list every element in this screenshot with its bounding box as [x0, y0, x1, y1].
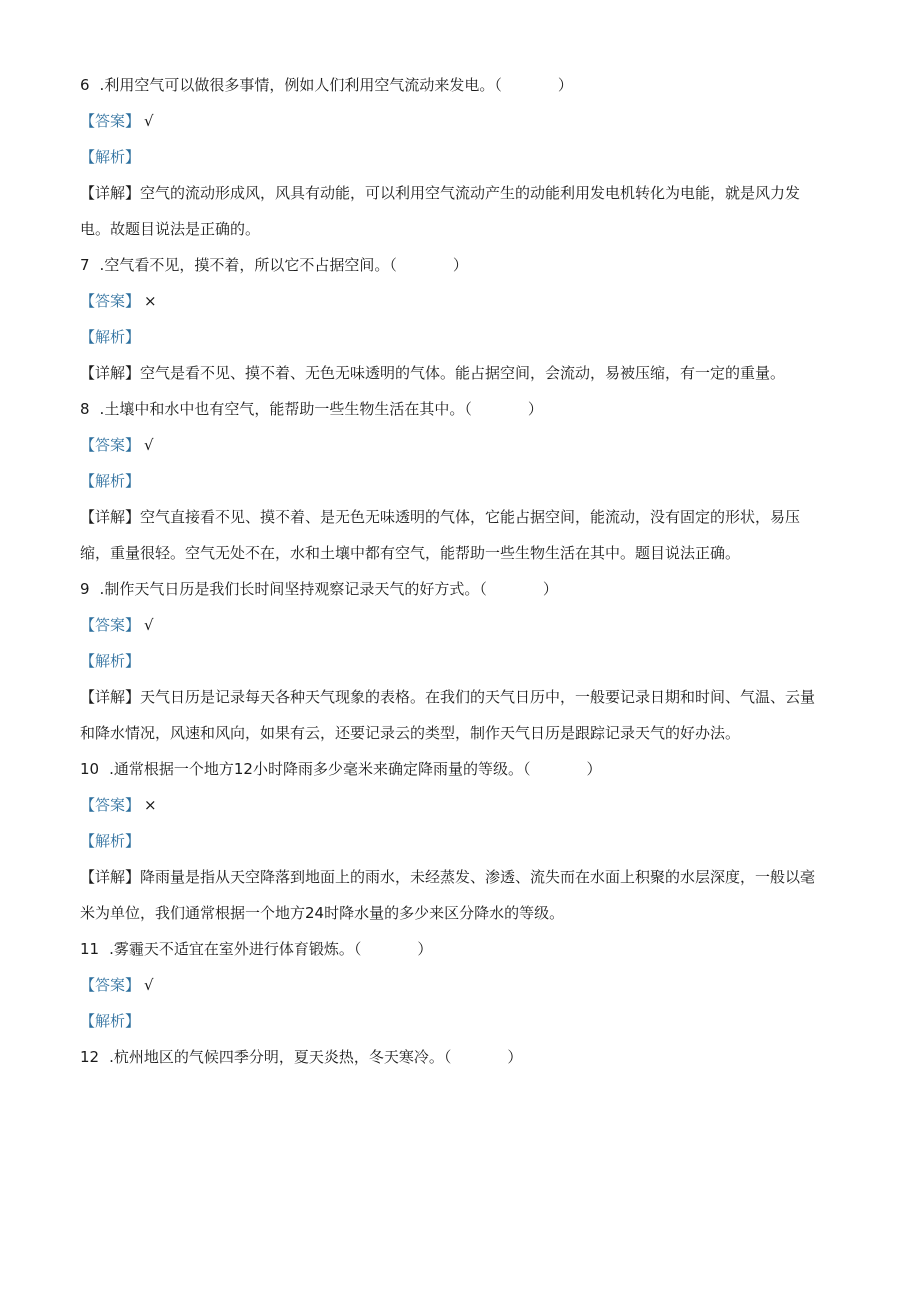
analysis-label: 【解析】 — [80, 652, 141, 670]
analysis-6 — [80, 147, 140, 167]
detail-text: 空气是看不见、摸不着、无色无味透明的气体。能占据空间，会流动，易被压缩，有一定的重量。 — [140, 364, 786, 382]
question-number: 11 — [80, 940, 100, 958]
question-text: .制作天气日历是我们长时间坚持观察记录天气的好方式。（ — [99, 580, 487, 598]
question-number: 10 — [80, 760, 100, 778]
question-paren-close: ） — [527, 400, 543, 418]
answer-6 — [80, 111, 154, 131]
answer-value: √ — [144, 436, 154, 454]
detail-text: 空气的流动形成风，风具有动能，可以利用空气流动产生的动能利用发电机转化为电能，就是风力发 — [140, 184, 801, 202]
answer-9 — [80, 615, 154, 635]
answer-label: 【答案】 — [80, 112, 141, 130]
answer-value: × — [144, 796, 157, 814]
question-number: 12 — [80, 1048, 100, 1066]
question-text: .杭州地区的气候四季分明，夏天炎热，冬天寒冷。（ — [109, 1048, 452, 1066]
detail-7-line1 — [80, 363, 785, 383]
question-text: .利用空气可以做很多事情，例如人们利用空气流动来发电。（ — [99, 76, 502, 94]
detail-text: 米为单位，我们通常根据一个地方24时降水量的多少来区分降水的等级。 — [80, 904, 565, 922]
detail-9-line2 — [80, 723, 740, 743]
question-text: .雾霾天不适宜在室外进行体育锻炼。（ — [109, 940, 362, 958]
detail-label: 【详解】 — [80, 184, 141, 202]
detail-6-line1 — [80, 183, 800, 203]
question-10 — [80, 759, 601, 779]
question-7 — [80, 255, 468, 275]
analysis-label: 【解析】 — [80, 148, 141, 166]
analysis-8 — [80, 471, 140, 491]
analysis-label: 【解析】 — [80, 328, 141, 346]
analysis-label: 【解析】 — [80, 1012, 141, 1030]
question-8 — [80, 399, 543, 419]
detail-text: 天气日历是记录每天各种天气现象的表格。在我们的天气日历中，一般要记录日期和时间、气温、云量 — [140, 688, 816, 706]
answer-label: 【答案】 — [80, 976, 141, 994]
question-text: .空气看不见，摸不着，所以它不占据空间。（ — [99, 256, 397, 274]
analysis-9 — [80, 651, 140, 671]
detail-label: 【详解】 — [80, 868, 141, 886]
analysis-7 — [80, 327, 140, 347]
detail-text: 空气直接看不见、摸不着、是无色无味透明的气体，它能占据空间，能流动，没有固定的形状，易压 — [140, 508, 801, 526]
analysis-11 — [80, 1011, 140, 1031]
detail-label: 【详解】 — [80, 688, 141, 706]
answer-label: 【答案】 — [80, 436, 141, 454]
question-text: .土壤中和水中也有空气，能帮助一些生物生活在其中。（ — [99, 400, 472, 418]
answer-11 — [80, 975, 154, 995]
question-paren-close: ） — [507, 1048, 523, 1066]
question-paren-close: ） — [586, 760, 602, 778]
question-number: 6 — [80, 76, 90, 94]
question-number: 7 — [80, 256, 90, 274]
detail-8-line2 — [80, 543, 740, 563]
answer-value: √ — [144, 616, 154, 634]
answer-8 — [80, 435, 154, 455]
detail-9-line1 — [80, 687, 815, 707]
question-paren-close: ） — [452, 256, 468, 274]
detail-10-line2 — [80, 903, 564, 923]
detail-text: 电。故题目说法是正确的。 — [80, 220, 261, 238]
detail-text: 降雨量是指从天空降落到地面上的雨水，未经蒸发、渗透、流失而在水面上积聚的水层深度，一般以毫 — [140, 868, 816, 886]
analysis-label: 【解析】 — [80, 832, 141, 850]
question-11 — [80, 939, 432, 959]
answer-label: 【答案】 — [80, 616, 141, 634]
answer-value: √ — [144, 976, 154, 994]
detail-6-line2 — [80, 219, 260, 239]
detail-label: 【详解】 — [80, 364, 141, 382]
question-6 — [80, 75, 573, 95]
answer-value: × — [144, 292, 157, 310]
answer-7 — [80, 291, 157, 311]
detail-text: 缩，重量很轻。空气无处不在，水和土壤中都有空气，能帮助一些生物生活在其中。题目说法正确。 — [80, 544, 741, 562]
analysis-10 — [80, 831, 140, 851]
question-number: 9 — [80, 580, 90, 598]
detail-8-line1 — [80, 507, 800, 527]
question-text: .通常根据一个地方12小时降雨多少毫米来确定降雨量的等级。（ — [109, 760, 531, 778]
detail-10-line1 — [80, 867, 815, 887]
question-9 — [80, 579, 558, 599]
answer-value: √ — [144, 112, 154, 130]
analysis-label: 【解析】 — [80, 472, 141, 490]
answer-label: 【答案】 — [80, 796, 141, 814]
answer-label: 【答案】 — [80, 292, 141, 310]
question-12 — [80, 1047, 522, 1067]
question-paren-close: ） — [557, 76, 573, 94]
question-paren-close: ） — [542, 580, 558, 598]
question-paren-close: ） — [417, 940, 433, 958]
detail-label: 【详解】 — [80, 508, 141, 526]
detail-text: 和降水情况，风速和风向，如果有云，还要记录云的类型，制作天气日历是跟踪记录天气的好办法。 — [80, 724, 741, 742]
answer-10 — [80, 795, 157, 815]
question-number: 8 — [80, 400, 90, 418]
